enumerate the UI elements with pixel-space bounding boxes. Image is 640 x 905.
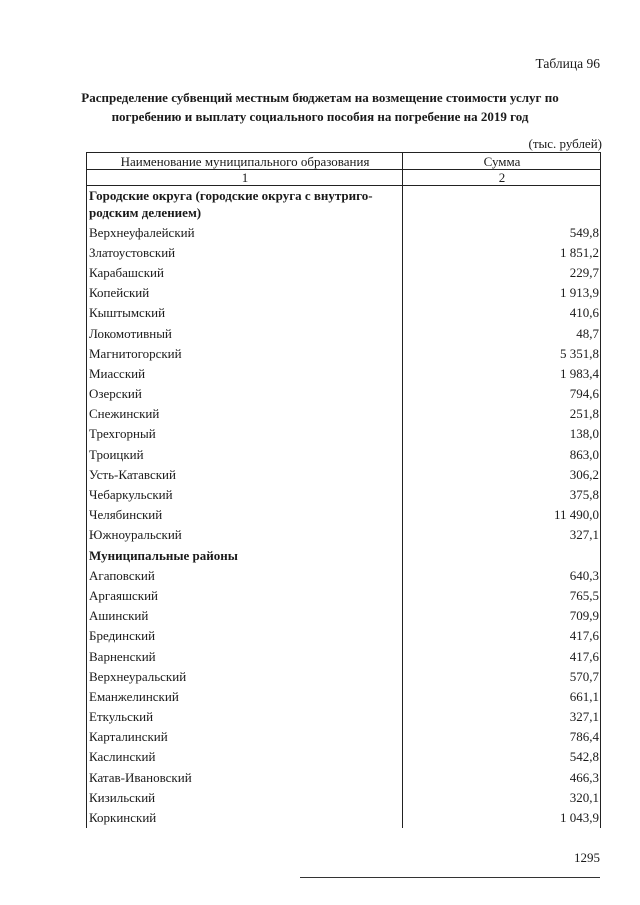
subvention-amount: 410,6	[403, 303, 601, 323]
table-row	[87, 363, 601, 383]
municipality-name: Усть-Катавский	[87, 464, 403, 484]
table-row	[87, 222, 601, 242]
municipality-name: Варненский	[87, 646, 403, 666]
table-row	[87, 303, 601, 323]
table-row	[87, 343, 601, 363]
column-number-1: 1	[87, 170, 403, 186]
table-row	[87, 384, 601, 404]
municipality-name: Чебаркульский	[87, 484, 403, 504]
subvention-amount: 1 983,4	[403, 363, 601, 383]
subvention-amount: 640,3	[403, 565, 601, 585]
table-row	[87, 505, 601, 525]
municipality-name: Брединский	[87, 626, 403, 646]
table-row	[87, 565, 601, 585]
table-row	[87, 767, 601, 787]
table-row	[87, 242, 601, 262]
municipality-name: Кизильский	[87, 787, 403, 807]
table-number: Таблица 96	[535, 56, 600, 71]
subvention-amount: 542,8	[403, 747, 601, 767]
municipality-name: Катав-Ивановский	[87, 767, 403, 787]
section-title: Муниципальные районы	[87, 545, 403, 565]
table-row	[87, 484, 601, 504]
page-number: 1295	[574, 850, 600, 865]
subvention-amount: 549,8	[403, 222, 601, 242]
table-row	[87, 787, 601, 807]
subvention-amount: 1 043,9	[403, 807, 601, 827]
column-header-name: Наименование муниципального образования	[87, 153, 403, 170]
municipality-name: Трехгорный	[87, 424, 403, 444]
subvention-amount: 863,0	[403, 444, 601, 464]
municipality-name: Коркинский	[87, 807, 403, 827]
section-sum-cell	[403, 186, 601, 223]
subvention-amount: 1 851,2	[403, 242, 601, 262]
municipality-name: Еманжелинский	[87, 686, 403, 706]
table-row	[87, 606, 601, 626]
column-number-2: 2	[403, 170, 601, 186]
municipality-name: Златоустовский	[87, 242, 403, 262]
table-row	[87, 707, 601, 727]
municipality-name: Кыштымский	[87, 303, 403, 323]
column-number-row	[87, 170, 601, 186]
subvention-amount: 327,1	[403, 525, 601, 545]
subvention-amount: 786,4	[403, 727, 601, 747]
subvention-amount: 11 490,0	[403, 505, 601, 525]
municipality-name: Верхнеуфалейский	[87, 222, 403, 242]
document-title: Распределение субвенций местным бюджетам на возмещение стоимости услуг по погребению и выплату социального пособия на погребение на 2019 год	[81, 90, 559, 124]
municipality-name: Снежинский	[87, 404, 403, 424]
table-row	[87, 666, 601, 686]
subvention-amount: 417,6	[403, 646, 601, 666]
municipality-name: Верхнеуральский	[87, 666, 403, 686]
municipality-name: Еткульский	[87, 707, 403, 727]
municipality-name: Троицкий	[87, 444, 403, 464]
municipality-name: Карталинский	[87, 727, 403, 747]
table-row	[87, 464, 601, 484]
subvention-amount: 138,0	[403, 424, 601, 444]
subvention-amount: 5 351,8	[403, 343, 601, 363]
subvention-amount: 320,1	[403, 787, 601, 807]
municipality-name: Каслинский	[87, 747, 403, 767]
table-row	[87, 585, 601, 605]
subvention-amount: 466,3	[403, 767, 601, 787]
table-row	[87, 404, 601, 424]
municipality-name: Озерский	[87, 384, 403, 404]
unit-note: (тыс. рублей)	[528, 136, 602, 151]
table-row	[87, 686, 601, 706]
municipality-name: Челябинский	[87, 505, 403, 525]
section-row	[87, 186, 601, 223]
subvention-amount: 1 913,9	[403, 283, 601, 303]
table-row	[87, 646, 601, 666]
footer-rule	[300, 877, 600, 878]
subvention-amount: 570,7	[403, 666, 601, 686]
subvention-amount: 417,6	[403, 626, 601, 646]
table-row	[87, 444, 601, 464]
subvention-amount: 794,6	[403, 384, 601, 404]
subvention-amount: 327,1	[403, 707, 601, 727]
section-title: Городские округа (городские округа с внутриго-родским делением)	[87, 186, 403, 223]
subvention-amount: 306,2	[403, 464, 601, 484]
table-row	[87, 323, 601, 343]
table-row	[87, 807, 601, 827]
subvention-amount: 765,5	[403, 585, 601, 605]
table-body	[87, 186, 601, 828]
subvention-amount: 661,1	[403, 686, 601, 706]
municipality-name: Южноуральский	[87, 525, 403, 545]
subvention-table	[86, 152, 601, 828]
municipality-name: Копейский	[87, 283, 403, 303]
subvention-amount: 375,8	[403, 484, 601, 504]
table-row	[87, 626, 601, 646]
header-row	[87, 153, 601, 170]
subvention-amount: 48,7	[403, 323, 601, 343]
section-sum-cell	[403, 545, 601, 565]
municipality-name: Локомотивный	[87, 323, 403, 343]
municipality-name: Агаповский	[87, 565, 403, 585]
section-row	[87, 545, 601, 565]
subvention-amount: 229,7	[403, 262, 601, 282]
column-header-sum: Сумма	[403, 153, 601, 170]
subvention-amount: 251,8	[403, 404, 601, 424]
subvention-amount: 709,9	[403, 606, 601, 626]
municipality-name: Аргаяшский	[87, 585, 403, 605]
table-row	[87, 747, 601, 767]
table-row	[87, 262, 601, 282]
table-row	[87, 727, 601, 747]
municipality-name: Карабашский	[87, 262, 403, 282]
table-row	[87, 424, 601, 444]
table-row	[87, 283, 601, 303]
municipality-name: Ашинский	[87, 606, 403, 626]
municipality-name: Миасский	[87, 363, 403, 383]
table-row	[87, 525, 601, 545]
municipality-name: Магнитогорский	[87, 343, 403, 363]
